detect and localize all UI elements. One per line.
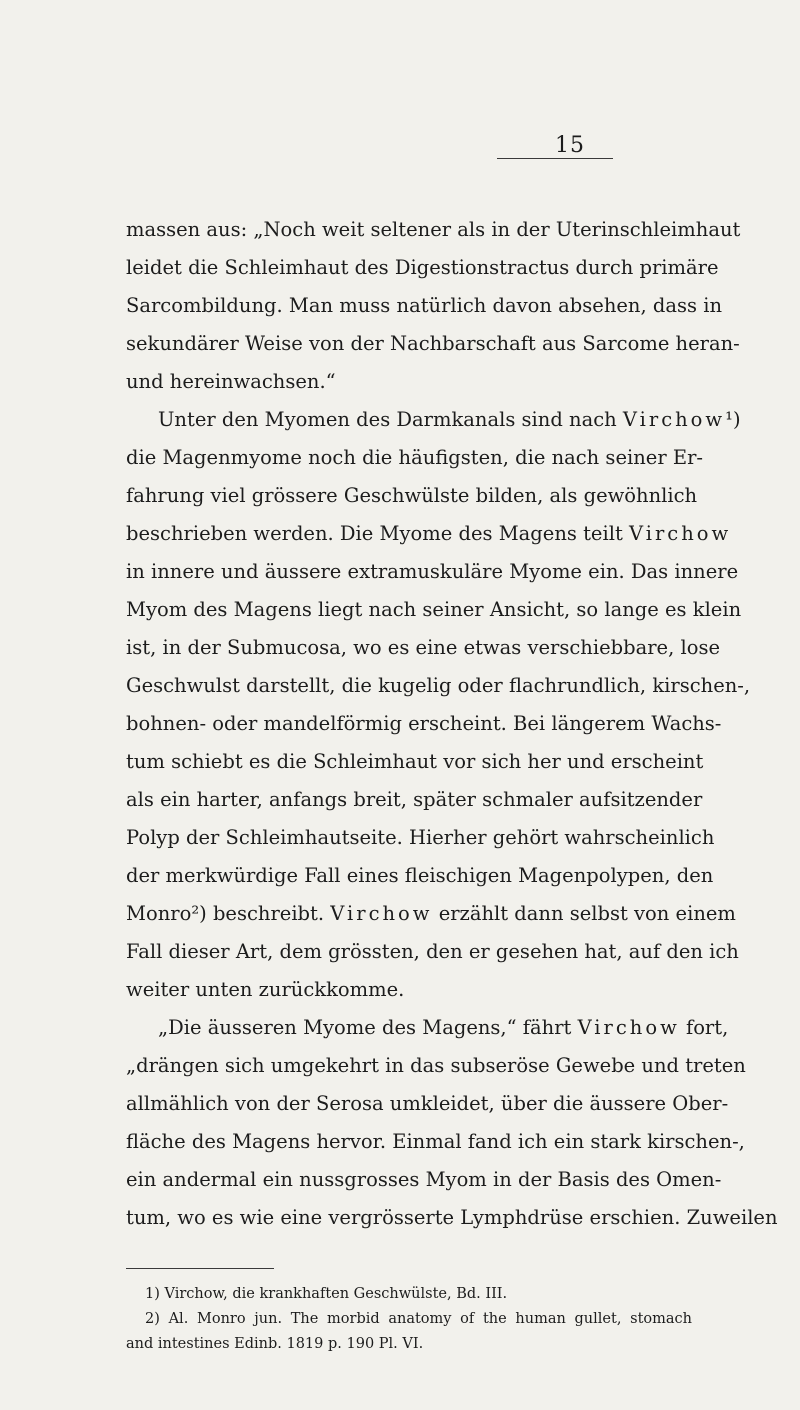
- text-line: die Magenmyome noch die häufigsten, die nach seiner Er-: [126, 446, 703, 469]
- text-line: leidet die Schleimhaut des Digestionstractus durch primäre: [126, 256, 719, 279]
- author-name-virchow: Virchow: [577, 1016, 680, 1039]
- text-line: Unter den Myomen des Darmkanals sind nach Virchow¹): [158, 408, 741, 431]
- text-line: sekundärer Weise von der Nachbarschaft aus Sarcome heran-: [126, 332, 740, 355]
- text-line: bohnen- oder mandelförmig erscheint. Bei längerem Wachs-: [126, 712, 722, 735]
- author-name-virchow: Virchow: [330, 902, 433, 925]
- footnote: 1) Virchow, die krankhaften Geschwülste, Bd. III.: [145, 1286, 508, 1302]
- text-line: weiter unten zurückkomme.: [126, 978, 405, 1001]
- author-name-virchow: Virchow: [622, 408, 726, 431]
- text-line: fläche des Magens hervor. Einmal fand ich ein stark kirschen-,: [126, 1130, 745, 1153]
- page-number: 15: [555, 133, 585, 158]
- text-line: Myom des Magens liegt nach seiner Ansicht, so lange es klein: [126, 598, 742, 621]
- text-line: beschrieben werden. Die Myome des Magens teilt Virchow: [126, 522, 732, 545]
- text-line: allmählich von der Serosa umkleidet, über die äussere Ober-: [126, 1092, 729, 1115]
- text-line: Monro²) beschreibt. Virchow erzählt dann selbst von einem: [126, 902, 736, 925]
- text-line: Fall dieser Art, dem grössten, den er gesehen hat, auf den ich: [126, 940, 739, 963]
- text-line: Sarcombildung. Man muss natürlich davon absehen, dass in: [126, 294, 723, 317]
- text-line: tum schiebt es die Schleimhaut vor sich her und erscheint: [126, 750, 704, 773]
- text-line: fahrung viel grössere Geschwülste bilden, als gewöhnlich: [126, 484, 698, 507]
- text-line: „Die äusseren Myome des Magens,“ fährt Virchow fort,: [158, 1016, 729, 1039]
- text-line: Geschwulst darstellt, die kugelig oder flachrundlich, kirschen-,: [126, 674, 751, 697]
- text-line: in innere und äussere extramuskuläre Myome ein. Das innere: [126, 560, 739, 583]
- footnote-rule: [126, 1268, 274, 1269]
- text-line: Polyp der Schleimhautseite. Hierher gehört wahrscheinlich: [126, 826, 715, 849]
- text-line: tum, wo es wie eine vergrösserte Lymphdrüse erschien. Zuweilen: [126, 1206, 778, 1229]
- text-line: der merkwürdige Fall eines fleischigen Magenpolypen, den: [126, 864, 714, 887]
- footnote: 2) Al. Monro jun. The morbid anatomy of the human gullet, stomach: [145, 1311, 692, 1327]
- text-line: als ein harter, anfangs breit, später schmaler aufsitzender: [126, 788, 703, 811]
- page-number-rule: [497, 158, 613, 159]
- text-line: und hereinwachsen.“: [126, 370, 336, 393]
- text-line: ist, in der Submucosa, wo es eine etwas verschiebbare, lose: [126, 636, 721, 659]
- text-line: „drängen sich umgekehrt in das subseröse Gewebe und treten: [126, 1054, 746, 1077]
- text-line: massen aus: „Noch weit seltener als in der Uterinschleimhaut: [126, 218, 741, 241]
- text-line: ein andermal ein nussgrosses Myom in der Basis des Omen-: [126, 1168, 722, 1191]
- author-name-virchow: Virchow: [628, 522, 732, 545]
- footnote: and intestines Edinb. 1819 p. 190 Pl. VI.: [126, 1336, 424, 1352]
